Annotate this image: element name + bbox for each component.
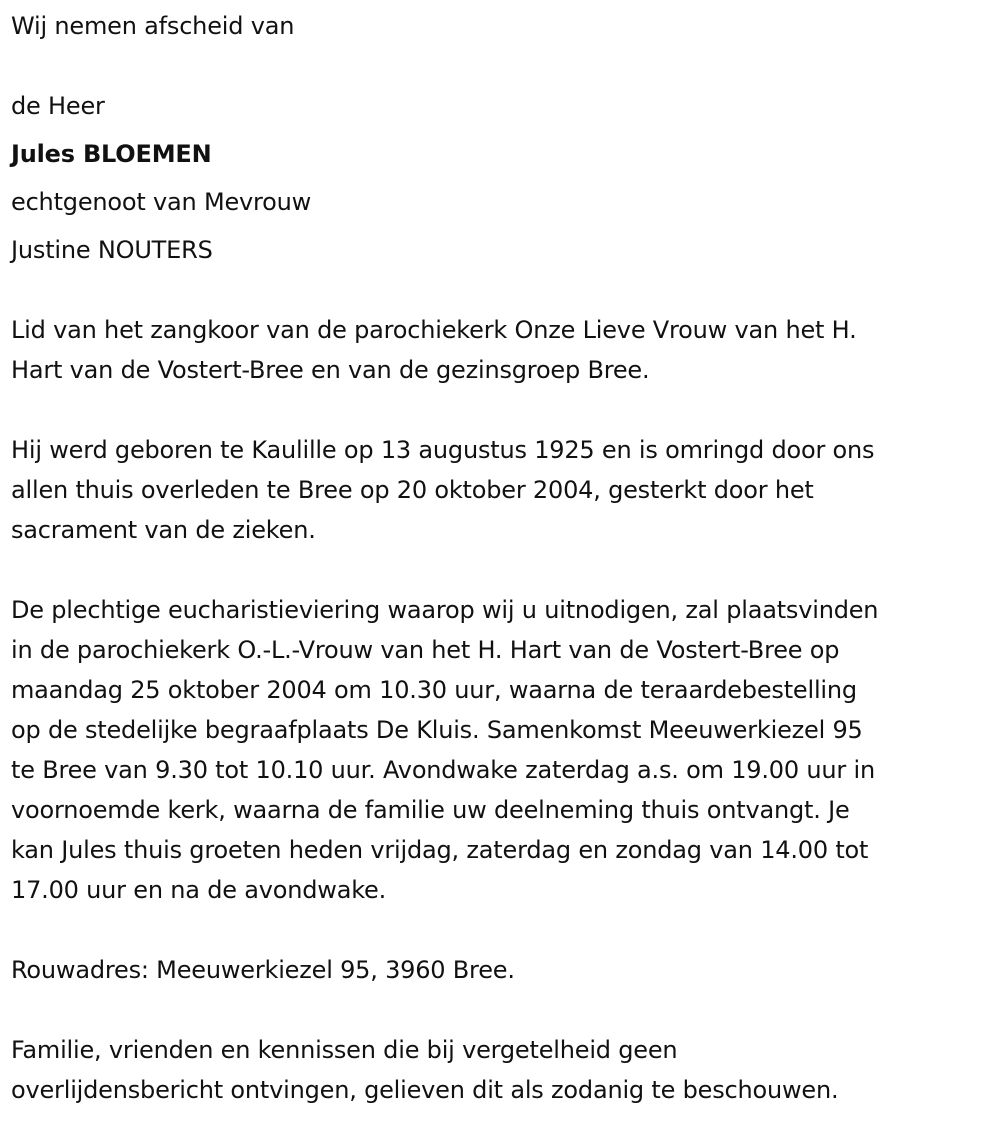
deceased-name: Jules BLOEMEN bbox=[11, 140, 212, 168]
spacer bbox=[11, 390, 991, 430]
membership-paragraph: Lid van het zangkoor van de parochiekerk Onze Lieve Vrouw van het H. Hart van de Vostert-Bree en van de gezinsgroep Bree. bbox=[11, 316, 857, 384]
intro-text: Wij nemen afscheid van bbox=[11, 12, 295, 40]
spacer bbox=[11, 270, 991, 310]
obituary-document bbox=[11, 6, 991, 1110]
spouse-name: Justine NOUTERS bbox=[11, 236, 213, 264]
spacer bbox=[11, 990, 991, 1030]
spouse-label: echtgenoot van Mevrouw bbox=[11, 188, 312, 216]
address-line: Rouwadres: Meeuwerkiezel 95, 3960 Bree. bbox=[11, 956, 515, 984]
spacer bbox=[11, 46, 991, 86]
spacer bbox=[11, 910, 991, 950]
ceremony-paragraph: De plechtige eucharistieviering waarop wij u uitnodigen, zal plaatsvinden in de parochiekerk O.-L.-Vrouw van het H. Hart van de Vostert-Bree op maandag 25 oktober 2004 om 10.30 uur, waarna de teraardebestelling op de stedelijke begraafplaats De Kluis. Samenkomst Meeuwerkiezel 95 te Bree van 9.30 tot 10.10 uur. Avondwake zaterdag a.s. om 19.00 uur in voornoemde kerk, waarna de familie uw deelneming thuis ontvangt. Je kan Jules thuis groeten heden vrijdag, zaterdag en zondag van 14.00 tot 17.00 uur en na de avondwake. bbox=[11, 596, 879, 904]
birth-death-paragraph: Hij werd geboren te Kaulille op 13 augustus 1925 en is omringd door ons allen thuis overleden te Bree op 20 oktober 2004, gesterkt door het sacrament van de zieken. bbox=[11, 436, 875, 544]
notice-paragraph: Familie, vrienden en kennissen die bij vergetelheid geen overlijdensbericht ontvingen, gelieven dit als zodanig te beschouwen. bbox=[11, 1036, 839, 1104]
honorific: de Heer bbox=[11, 92, 105, 120]
spacer bbox=[11, 550, 991, 590]
